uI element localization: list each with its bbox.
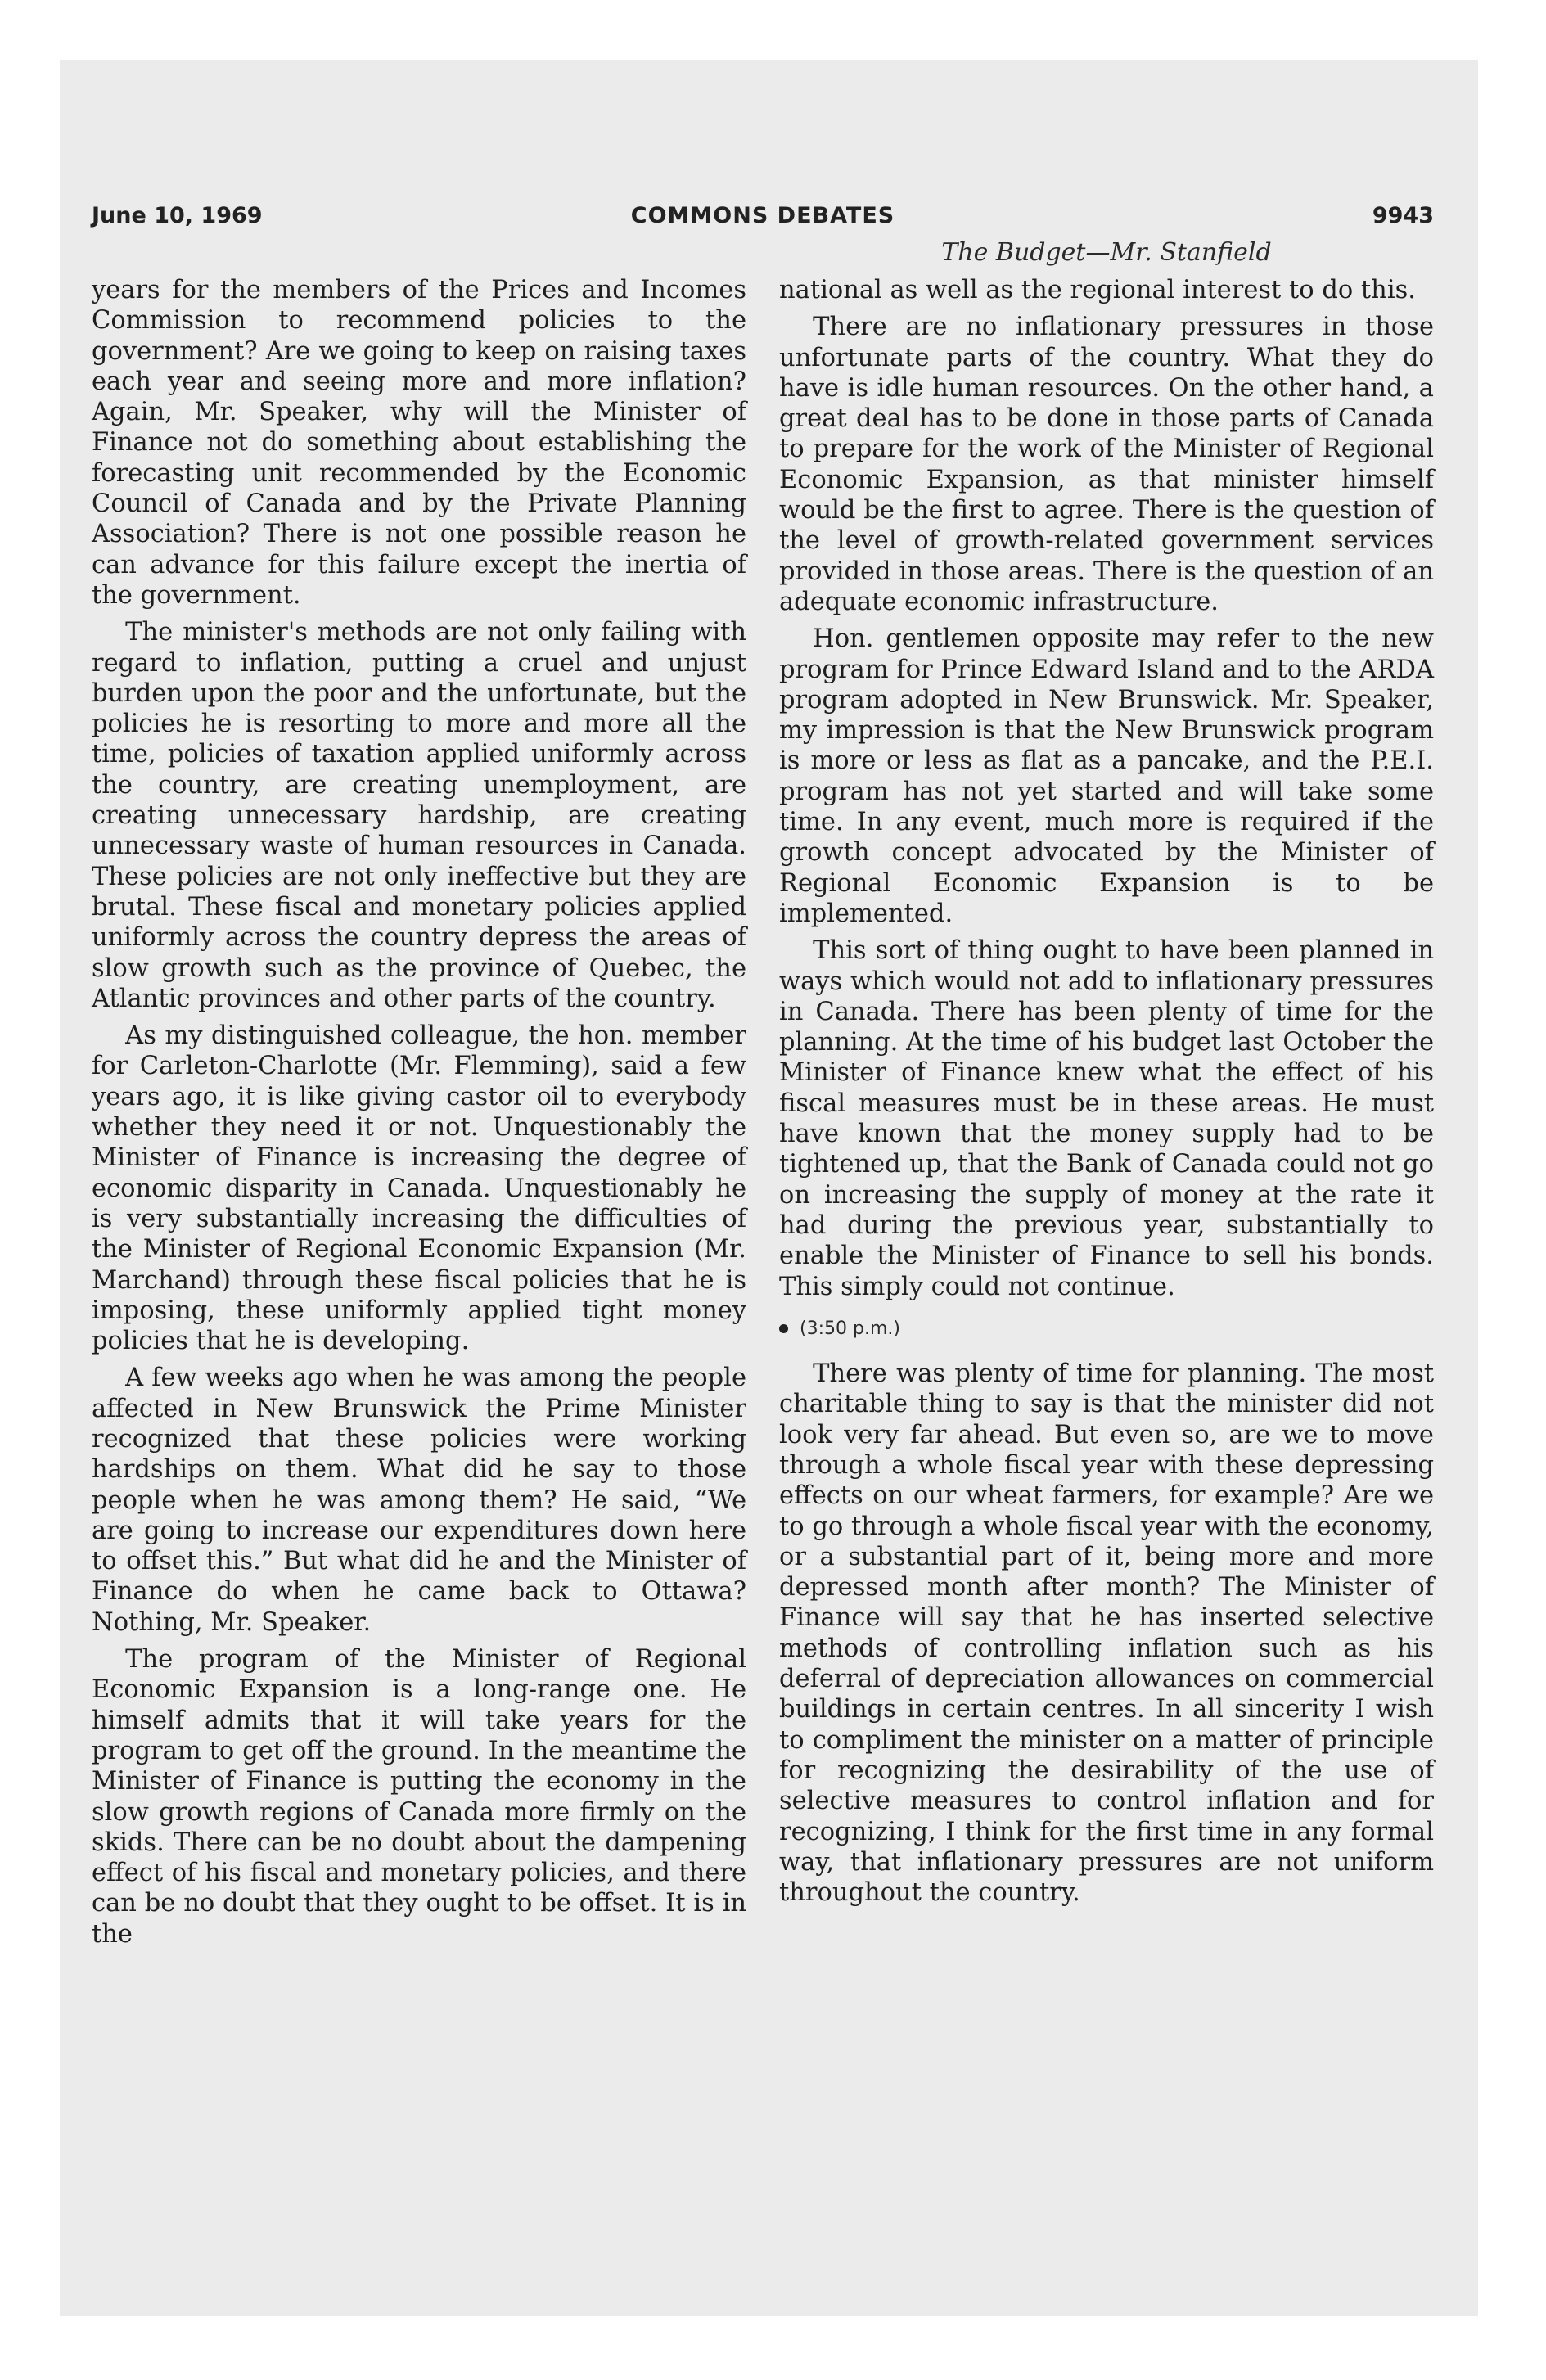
- paragraph: Hon. gentlemen opposite may refer to the new program for Prince Edward Island and to the ARDA program adopted in New Brunswick. Mr. Speaker, my impression is that the New Brunswick program is more or less as flat as a pancake, and the P.E.I. program has not yet started and will take some time. In any event, much more is required if the growth concept advocated by the Minister of Regional Economic Expansion is to be implemented.: [779, 624, 1434, 928]
- paragraph: There are no inflationary pressures in those unfortunate parts of the country. What they do have is idle human resources. On the other hand, a great deal has to be done in those parts of Canada to prepare for the work of the Minister of Regional Economic Expansion, as that minister himself would be the first to agree. There is the question of the level of growth-related government services provided in those areas. There is the question of an adequate economic infrastructure.: [779, 313, 1434, 616]
- paragraph: years for the members of the Prices and Incomes Commission to recommend policies to the government? Are we going to keep on raising taxes each year and seeing more and more inflation? Again, Mr. Speaker, why will the Minister of Finance not do something about establishing the forecasting unit recommended by the Economic Council of Canada and by the Private Planning Association? There is not one possible reason he can advance for this failure except the inertia of the government.: [92, 276, 746, 610]
- paragraph: national as well as the regional interest to do this.: [779, 276, 1416, 304]
- header-date: June 10, 1969: [92, 203, 263, 228]
- paragraph: This sort of thing ought to have been planned in ways which would not add to inflationary pressures in Canada. There has been plenty of time for the planning. At the time of his budget last October the Minister of Finance knew what the effect of his fiscal measures must be in these areas. He must have known that the money supply had to be tightened up, that the Bank of Canada could not go on increasing the supply of money at the rate it had during the previous year, substantially to enable the Minister of Finance to sell his bonds. This simply could not continue.: [779, 936, 1434, 1301]
- running-head: The Budget—Mr. Stanfield: [941, 238, 1272, 267]
- header-title: COMMONS DEBATES: [630, 203, 895, 228]
- paragraph: As my distinguished colleague, the hon. member for Carleton-Charlotte (Mr. Flemming), said a few years ago, it is like giving castor oil to everybody whether they need it or not. Unquestionably the Minister of Finance is increasing the degree of economic disparity in Canada. Unquestionably he is very substantially increasing the difficulties of the Minister of Regional Economic Expansion (Mr. Marchand) through these fiscal policies that he is imposing, these uniformly applied tight money policies that he is developing.: [92, 1021, 746, 1356]
- paragraph: A few weeks ago when he was among the people affected in New Brunswick the Prime Minister recognized that these policies were working hardships on them. What did he say to those people when he was among them? He said, “We are going to increase our expenditures down here to offset this.” But what did he and the Minister of Finance do when he came back to Ottawa? Nothing, Mr. Speaker.: [92, 1364, 746, 1637]
- time-marker: [779, 1314, 1434, 1344]
- paragraph: The minister's methods are not only failing with regard to inflation, putting a cruel and unjust burden upon the poor and the unfortunate, but the policies he is resorting to more and more all the time, policies of taxation applied uniformly across the country, are creating unemployment, are creating unnecessary hardship, are creating unnecessary waste of human resources in Canada. These policies are not only ineffective but they are brutal. These fiscal and monetary policies applied uniformly across the country depress the areas of slow growth such as the province of Quebec, the Atlantic provinces and other parts of the country.: [92, 618, 746, 1013]
- paragraph: There was plenty of time for planning. The most charitable thing to say is that the minister did not look very far ahead. But even so, are we to move through a whole fiscal year with these depressing effects on our wheat farmers, for example? Are we to go through a whole fiscal year with the economy, or a substantial part of it, being more and more depressed month after month? The Minister of Finance will say that he has inserted selective methods of controlling inflation such as his deferral of depreciation allowances on commercial buildings in certain centres. In all sincerity I wish to compliment the minister on a matter of principle for recognizing the desirability of the use of selective measures to control inflation and for recognizing, I think for the first time in any formal way, that inflationary pressures are not uniform throughout the country.: [779, 1359, 1434, 1908]
- page-header: [92, 203, 1434, 236]
- paragraph: The program of the Minister of Regional Economic Expansion is a long-range one. He himself admits that it will take years for the program to get off the ground. In the meantime the Minister of Finance is putting the economy in the slow growth regions of Canada more firmly on the skids. There can be no doubt about the dampening effect of his fiscal and monetary policies, and there can be no doubt that they ought to be offset. It is in the: [92, 1645, 746, 1949]
- right-column: [779, 275, 1434, 1914]
- timestamp-text: (3:50 p.m.): [800, 1318, 900, 1339]
- left-column: [92, 275, 746, 1956]
- page-number: 9943: [1372, 203, 1434, 228]
- bullet-icon: [779, 1324, 788, 1333]
